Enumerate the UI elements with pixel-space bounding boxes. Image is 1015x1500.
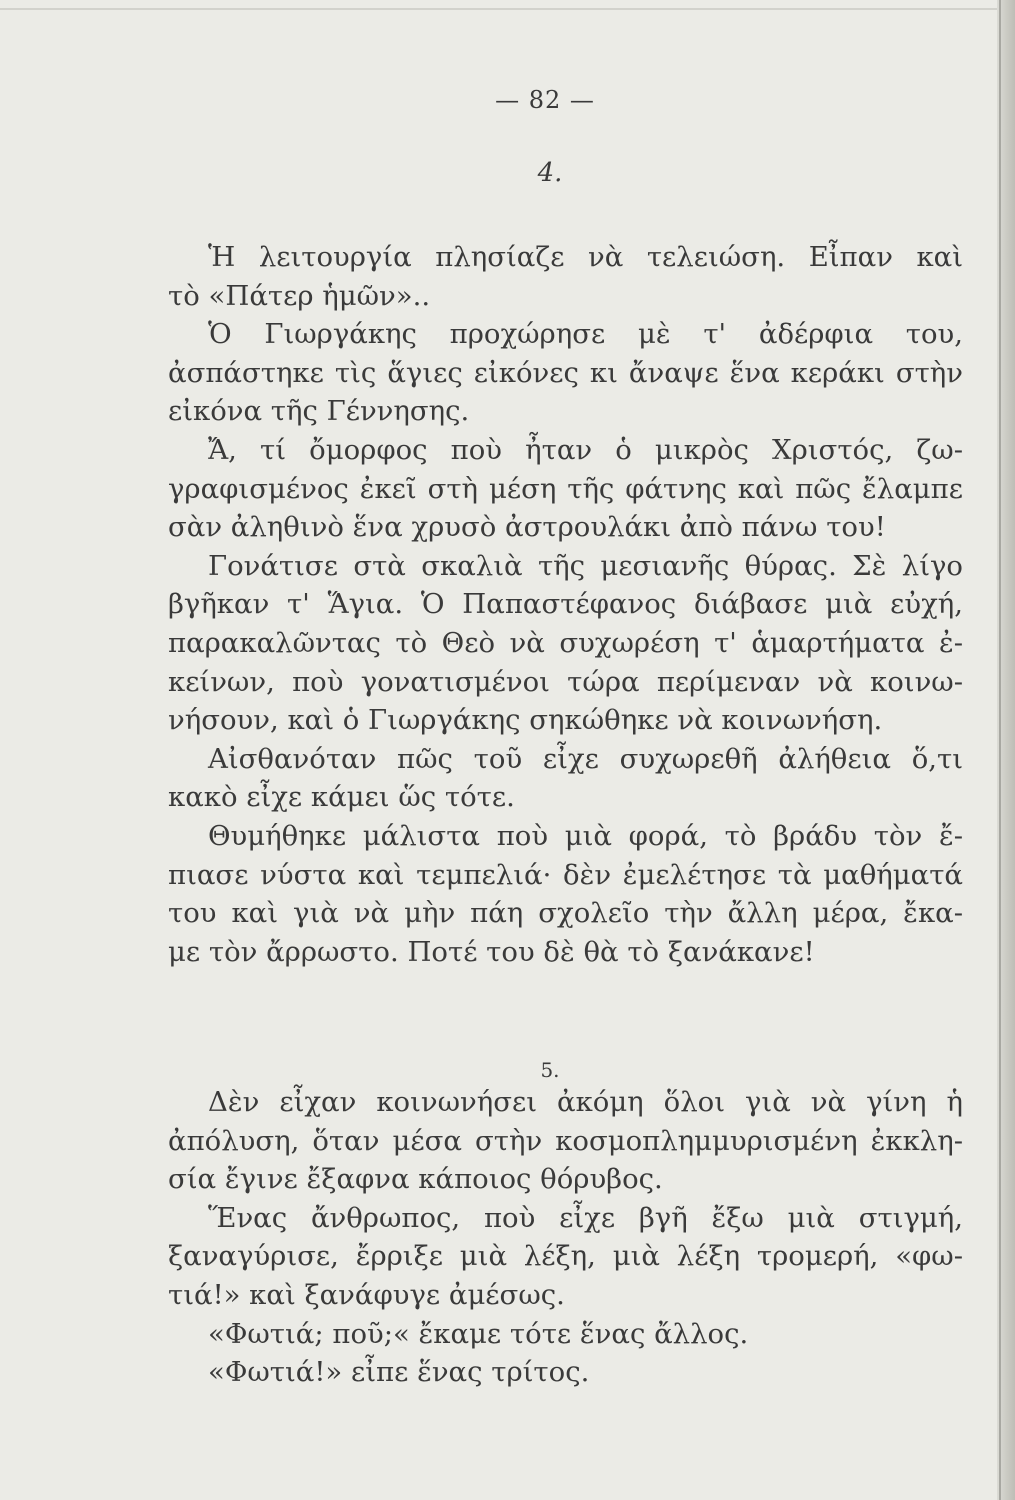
- page-top-edge: [0, 8, 997, 10]
- text-line: νήσουν, καὶ ὁ Γιωργάκης σηκώθηκε νὰ κοινωνήση.: [168, 704, 883, 737]
- text-line: Θυμήθηκε μάλιστα ποὺ μιὰ φορά, τὸ βράδυ τὸν ἔ-: [208, 819, 963, 852]
- book-gutter-line: [999, 0, 1001, 1500]
- text-line: ἀσπάστηκε τὶς ἅγιες εἰκόνες κι ἄναψε ἕνα κεράκι στὴν: [168, 356, 963, 389]
- text-line: Ἕνας ἄνθρωπος, ποὺ εἶχε βγῆ ἔξω μιὰ στιγμή,: [208, 1201, 963, 1234]
- text-line: κακὸ εἶχε κάμει ὥς τότε.: [168, 781, 515, 814]
- text-line: Ἄ, τί ὄμορφος ποὺ ἦταν ὁ μικρὸς Χριστός, ζω-: [208, 433, 963, 466]
- text-line: σία ἔγινε ἔξαφνα κάποιος θόρυβος.: [168, 1163, 663, 1196]
- text-line: τὸ «Πάτερ ἡμῶν»..: [168, 279, 431, 312]
- text-line: του καὶ γιὰ νὰ μὴν πάη σχολεῖο τὴν ἄλλη μέρα, ἔκα-: [168, 897, 963, 930]
- text-line: «Φωτιά!» εἶπε ἕνας τρίτος.: [208, 1356, 590, 1389]
- text-line: βγῆκαν τ' Ἅγια. Ὁ Παπαστέφανος διάβασε μιὰ εὐχή,: [168, 588, 963, 621]
- text-line: Δὲν εἶχαν κοινωνήσει ἀκόμη ὅλοι γιὰ νὰ γίνη ἡ: [208, 1086, 963, 1118]
- text-line: παρακαλῶντας τὸ Θεὸ νὰ συχωρέση τ' ἁμαρτήματα ἐ-: [168, 626, 963, 659]
- text-line: με τὸν ἄρρωστο. Ποτέ του δὲ θὰ τὸ ξανάκανε!: [168, 935, 815, 968]
- section-number-5: 5.: [540, 1058, 560, 1082]
- text-line: σὰν ἀληθινὸ ἕνα χρυσὸ ἀστρουλάκι ἀπὸ πάνω του!: [168, 511, 886, 544]
- section-5-text: [168, 1083, 963, 1392]
- page-number: — 82 —: [495, 86, 595, 114]
- text-line: Ὁ Γιωργάκης προχώρησε μὲ τ' ἀδέρφια του,: [208, 318, 963, 351]
- text-line: εἰκόνα τῆς Γέννησης.: [168, 395, 470, 428]
- text-line: Γονάτισε στὰ σκαλιὰ τῆς μεσιανῆς θύρας. Σὲ λίγο: [208, 549, 963, 582]
- text-line: Ἡ λειτουργία πλησίαζε νὰ τελειώση. Εἶπαν καὶ: [208, 241, 963, 273]
- text-line: πιασε νύστα καὶ τεμπελιά· δὲν ἐμελέτησε τὰ μαθήματά: [168, 858, 963, 891]
- text-line: κείνων, ποὺ γονατισμένοι τώρα περίμεναν νὰ κοινω-: [168, 665, 963, 698]
- text-line: γραφισμένος ἐκεῖ στὴ μέση τῆς φάτνης καὶ πῶς ἔλαμπε: [168, 472, 963, 505]
- section-number-4: 4.: [537, 158, 563, 188]
- text-line-pater-hemon: [168, 277, 963, 316]
- text-line: τιά!» καὶ ξανάφυγε ἀμέσως.: [168, 1278, 565, 1311]
- text-line: ξαναγύρισε, ἔρριξε μιὰ λέξη, μιὰ λέξη τρομερή, «φω-: [168, 1240, 963, 1273]
- text-line: ἀπόλυση, ὅταν μέσα στὴν κοσμοπλημμυρισμένη ἐκκλη-: [168, 1124, 963, 1157]
- section-4-text: [168, 238, 963, 971]
- text-line: «Φωτιά; ποῦ;« ἔκαμε τότε ἕνας ἄλλος.: [208, 1317, 749, 1350]
- text-line: Αἰσθανόταν πῶς τοῦ εἶχε συχωρεθῆ ἀλήθεια ὅ,τι: [208, 742, 963, 775]
